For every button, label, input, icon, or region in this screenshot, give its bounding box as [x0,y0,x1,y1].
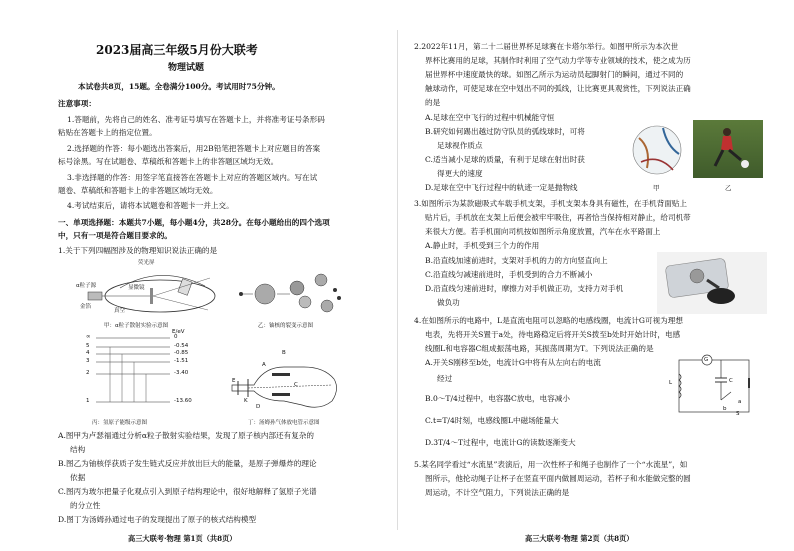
fission-figure [235,270,345,318]
notice-line: 标号涂黑。写在试题卷、草稿纸和答题卡上的非答题区域均无效。 [58,157,279,166]
page-footer-right: 高三大联考·物理 第2页（共8页） [525,534,634,543]
energy-level-value: 0 [174,334,178,340]
q1-option-d: D.图丁为汤姆孙通过电子的发现提出了原子的核式结构模型 [58,515,257,524]
label-vacuum: 真空 [114,308,126,314]
q3-option-c: C.沿直线匀减速前进时，手机受到的合力不断减小 [425,270,593,279]
q1-option-c-cont: 的分立性 [70,501,101,510]
energy-level-value: -13.60 [174,398,192,404]
tube-label: D [256,404,261,410]
q2-option-b: B.研究如何踢出越过防守队员的弧线球时，可将 [425,127,585,136]
q2-line: 的是 [425,98,441,107]
q5-line: 周运动，不计空气阻力，下列说法正确的是 [425,488,570,497]
fig-label-yi: 乙 [725,184,732,192]
notice-line: 4.考试结束后，请将本试题卷和答题卡一并上交。 [67,201,234,210]
label-microscope: 显微镜 [128,285,145,291]
circuit-label: C [729,378,733,384]
q3-option-d: D.沿直线匀速前进时，摩擦力对手机做正功，支持力对手机 [425,284,624,293]
notice-line: 1.答题前，先将自己的姓名、准考证号填写在答题卡上，并将准考证号条形码 [67,115,325,124]
notice-title: 注意事项： [58,99,96,108]
label-screen: 荧光屏 [138,260,155,266]
q2-option-b-cont: 足球视作质点 [437,141,483,150]
tube-label: B [282,350,286,356]
q1-option-a: A.图甲为卢瑟福通过分析α粒子散射实验结果，发现了原子核内部还有复杂的 [58,431,315,440]
right-page [397,0,794,551]
tube-label: A [262,362,266,368]
caption-bing: 丙：氢原子能级示意图 [92,420,148,426]
q4-line: 4.在如图所示的电路中，L是直流电阻可以忽略的电感线圈，电流计G可视为理想 [414,316,683,325]
label-alpha-source: α粒子源 [76,283,97,289]
energy-level-value: -0.54 [174,343,189,349]
soccer-ball-image [627,124,687,176]
q2-line: 触球动作，可使足球在空中划出不同的弧线，让比赛更具观赏性，下列说法正确 [425,84,691,93]
q2-option-c: C.适当减小足球的质量，有利于足球在射出时获 [425,155,585,164]
q1-option-b-cont: 依据 [70,473,86,482]
q2-line: 届世界杯中速度最快的球。如图乙所示为运动员起脚射门的瞬间，通过不同的 [425,70,684,79]
caption-ding: 丁：汤姆孙气体放电管示意图 [248,420,320,426]
circuit-label: G [704,357,709,363]
circuit-label: L [669,380,673,386]
q1-option-a-cont: 结构 [70,445,86,454]
q5-line: 5.某名同学看过“水流星”表演后，用一次性杯子和绳子也制作了一个“水流星”，如 [414,460,688,469]
energy-unit: E/eV [172,329,185,335]
circuit-label: S [736,411,740,417]
section-heading-cont: 中，只有一项是符合题目要求的。 [58,231,172,240]
notice-line: 粘贴在答题卡上的指定位置。 [58,128,157,137]
q4-line: 线圈L和电容器C组成振荡电路，其振荡周期为T。下列说法正确的是 [425,344,654,353]
q3-line: 来很大方便。若手机面向司机按如图所示角度放置，汽车在水平路面上 [425,227,661,236]
caption-jia: 甲：α粒子散射实验示意图 [104,323,169,329]
player-photo [693,120,763,178]
exam-intro: 本试卷共8页，15题。全卷满分100分。考试用时75分钟。 [78,82,280,91]
label-foil: 金箔 [80,304,92,310]
q4-option-b: B.0～T/4过程中，电容器C放电，电容减小 [425,394,570,403]
energy-level-n: 5 [86,343,90,349]
q5-line: 图所示，他抡动绳子让杯子在竖直平面内做圆周运动，若杯子和水能做完整的圆 [425,474,691,483]
notice-line: 题卷、草稿纸和答题卡上的非答题区域均无效。 [58,186,218,195]
q2-option-d: D.足球在空中飞行过程中的轨迹一定是抛物线 [425,183,578,192]
q2-line: 界杯比赛用的足球，其制作时利用了空气动力学等专业领域的技术，使之成为历 [425,56,691,65]
q4-option-d: D.3T/4～T过程中，电流计G的读数逐渐变大 [425,438,576,447]
caption-yi: 乙：铀核的裂变示意图 [258,323,314,329]
exam-title: 2023届高三年级5月份大联考 [96,43,258,57]
energy-level-n: 3 [86,358,90,364]
q3-line: 3.如图所示为某款磁吸式车载手机支架，手机支架本身具有磁性，在手机背面贴上 [414,199,688,208]
circuit-label: a [738,399,742,405]
q3-option-d-cont: 做负功 [437,298,460,307]
q1-stem: 1.关于下列四幅图涉及的物理知识说法正确的是 [58,246,218,255]
q1-option-b: B.图乙为铀核俘获质子发生链式反应并放出巨大的能量，是原子弹爆炸的理论 [58,459,317,468]
energy-level-n: 2 [86,370,90,376]
q1-option-c: C.图丙为玻尔把量子化观点引入到原子结构理论中，很好地解释了氢原子光谱 [58,487,317,496]
page-footer-left: 高三大联考·物理 第1页（共8页） [128,534,237,543]
exam-subtitle: 物理试题 [168,63,205,73]
energy-level-value: -0.85 [174,350,189,356]
fig-label-jia: 甲 [653,184,660,192]
q4-option-a: A.开关S刚移至b处，电流计G中将有从左向右的电流 [425,358,601,367]
q3-option-b: B.沿直线加速前进时，支架对手机的力的方向竖直向上 [425,256,608,265]
q2-option-c-cont: 得更大的速度 [437,169,483,178]
tube-label: K [244,398,248,404]
energy-level-value: -3.40 [174,370,189,376]
tube-label: E [232,378,236,384]
notice-line: 2.选择题的作答：每小题选出答案后，用2B铅笔把答题卡上对应题目的答案 [67,144,321,153]
notice-line: 3.非选择题的作答：用签字笔直接答在答题卡上对应的答题区域内。写在试 [67,173,318,182]
q2-line: 2.2022年11月，第二十二届世界杯足球赛在卡塔尔举行。如图甲所示为本次世 [414,42,679,51]
q4-option-c: C.t=T/4时刻，电感线圈L中磁场能量大 [425,416,559,425]
tube-label: C [294,382,298,388]
q2-option-a: A.足球在空中飞行的过程中机械能守恒 [425,113,555,122]
energy-level-value: -1.51 [174,358,189,364]
alpha-scattering-figure [80,258,240,328]
q3-option-a: A.静止时，手机受到三个力的作用 [425,241,540,250]
energy-level-n: ∞ [86,334,91,340]
lc-circuit-diagram [671,348,757,420]
energy-level-n: 4 [86,350,90,356]
energy-level-n: 1 [86,398,90,404]
q4-line: 电表，先将开关S置于a处，待电路稳定后将开关S拨至b处时开始计时，电感 [425,330,681,339]
phone-mount-image [657,252,767,314]
q4-option-a-cont: 经过 [437,374,453,383]
section-heading: 一、单项选择题：本题共7小题，每小题4分，共28分。在每小题给出的四个选项 [58,218,330,227]
circuit-label: b [723,406,727,412]
q3-line: 贴片后，手机放在支架上后便会被牢牢吸住，再者恰当保持相对静止，给司机带 [425,213,691,222]
